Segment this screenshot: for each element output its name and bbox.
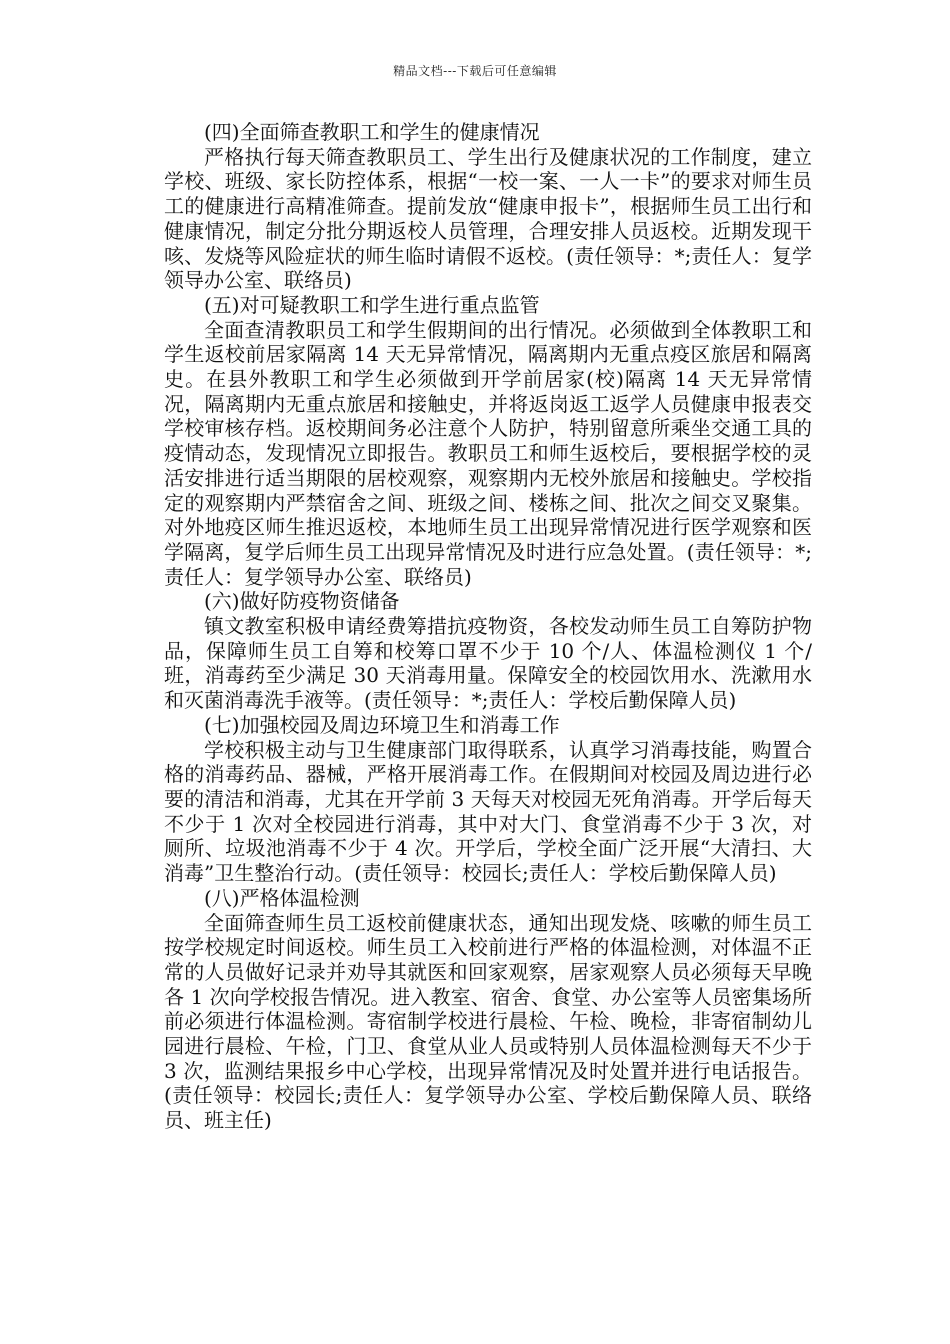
section-body-8: 全面筛查师生员工返校前健康状态，通知出现发烧、咳嗽的师生员工按学校规定时间返校。师生员工入校前进行严格的体温检测，对体温不正常的人员做好记录并劝导其就医和回家观察，居家观察人员必须每天早晚各 1 次向学校报告情况。进入教室、宿舍、食堂、办公室等人员密集场所前必须进行体温检测。寄宿制学校进行晨检、午检、晚检，非寄宿制幼儿园进行晨检、午检，门卫、食堂从业人员或特别人员体温检测每天不少于 3 次，监测结果报乡中心学校，出现异常情况及时处置并进行电话报告。(责任领导：校园长;责任人：复学领导办公室、学校后勤保障人员、联络员、班主任) <box>164 910 812 1133</box>
section-body-4: 严格执行每天筛查教职员工、学生出行及健康状况的工作制度，建立学校、班级、家长防控体系，根据“一校一案、一人一卡”的要求对师生员工的健康进行高精准筛查。提前发放“健康申报卡”，根据师生员工出行和健康情况，制定分批分期返校人员管理，合理安排人员返校。近期发现干咳、发烧等风险症状的师生临时请假不返校。(责任领导：*;责任人：复学领导办公室、联络员) <box>164 144 812 293</box>
section-body-7: 学校积极主动与卫生健康部门取得联系，认真学习消毒技能，购置合格的消毒药品、器械，严格开展消毒工作。在假期间对校园及周边进行必要的清洁和消毒，尤其在开学前 3 天每天对校园无死角消毒。开学后每天不少于 1 次对全校园进行消毒，其中对大门、食堂消毒不少于 3 次，对厕所、垃圾池消毒不少于 4 次。开学后，学校全面广泛开展“大清扫、大消毒”卫生整治行动。(责任领导：校园长;责任人：学校后勤保障人员) <box>164 737 812 886</box>
section-heading-4: (四)全面筛查教职工和学生的健康情况 <box>204 120 540 144</box>
page-header: 精品文档---下载后可任意编辑 <box>393 64 557 78</box>
section-heading-5: (五)对可疑教职工和学生进行重点监管 <box>204 292 540 317</box>
section-heading-6: (六)做好防疫物资储备 <box>204 589 400 614</box>
section-heading-7: (七)加强校园及周边环境卫生和消毒工作 <box>204 712 560 737</box>
section-heading-8: (八)严格体温检测 <box>204 885 360 910</box>
document-body <box>164 120 812 1133</box>
section-body-6: 镇文教室积极申请经费筹措抗疫物资，各校发动师生员工自筹防护物品，保障师生员工自筹和校筹口罩不少于 10 个/人、体温检测仪 1 个/班，消毒药至少满足 30 天消毒用量。保障安全的校园饮用水、洗漱用水和灭菌消毒洗手液等。(责任领导：*;责任人：学校后勤保障人员) <box>164 614 812 713</box>
section-body-5: 全面查清教职员工和学生假期间的出行情况。必须做到全体教职工和学生返校前居家隔离 14 天无异常情况，隔离期内无重点疫区旅居和隔离史。在县外教职工和学生必须做到开学前居家(校)隔离 14 天无异常情况，隔离期内无重点旅居和接触史，并将返岗返工返学人员健康申报表交学校审核存档。返校期间务必注意个人防护，特别留意所乘坐交通工具的疫情动态，发现情况立即报告。教职员工和师生返校后，要根据学校的灵活安排进行适当期限的居校观察，观察期内无校外旅居和接触史。学校指定的观察期内严禁宿舍之间、班级之间、楼栋之间、批次之间交叉聚集。对外地疫区师生推迟返校，本地师生员工出现异常情况进行医学观察和医学隔离，复学后师生员工出现异常情况及时进行应急处置。(责任领导：*;责任人：复学领导办公室、联络员) <box>164 317 812 589</box>
